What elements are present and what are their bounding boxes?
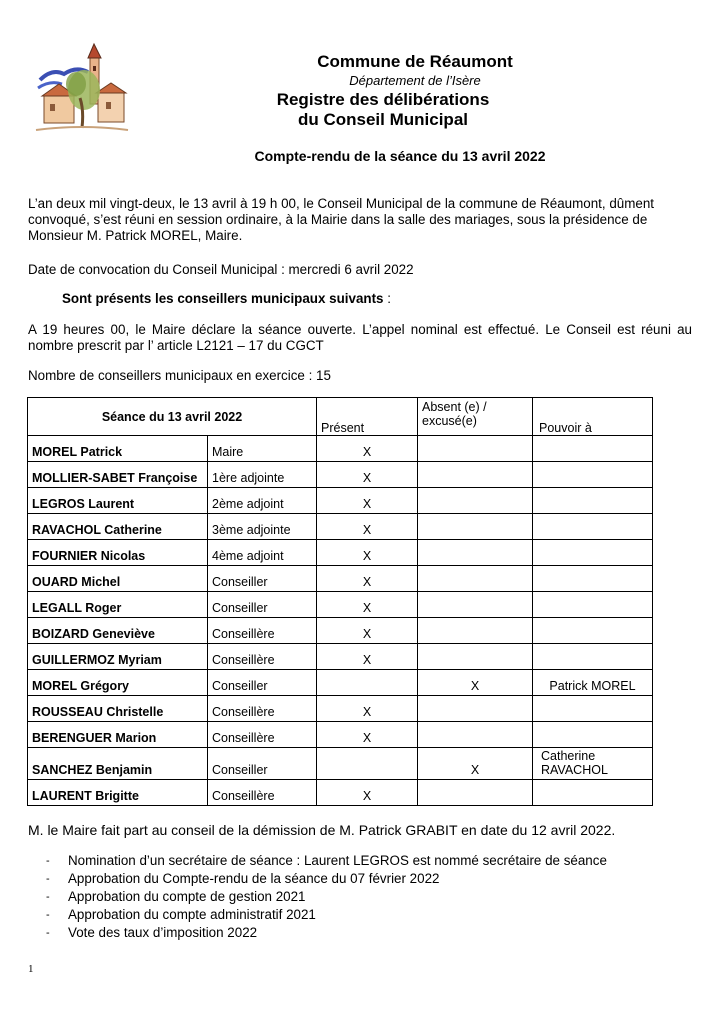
agenda-list [46, 853, 646, 941]
list-item [46, 853, 646, 869]
bullet-dash: - [46, 873, 50, 885]
present-mark: X [317, 592, 418, 618]
presents-heading-text: Sont présents les conseillers municipaux suivants [62, 291, 384, 306]
present-mark: X [317, 436, 418, 462]
member-role: 1ère adjointe [208, 462, 317, 488]
compte-rendu-title: Compte-rendu de la séance du 13 avril 2022 [254, 148, 546, 164]
pouvoir-cell [533, 488, 653, 514]
absent-mark [418, 540, 533, 566]
table-row [28, 566, 653, 592]
pouvoir-cell: Patrick MOREL [533, 670, 653, 696]
member-role: 4ème adjoint [208, 540, 317, 566]
header-absent: Absent (e) / excusé(e) [418, 398, 533, 436]
attendance-table [27, 397, 653, 806]
member-role: Conseillère [208, 618, 317, 644]
member-role: Maire [208, 436, 317, 462]
absent-mark [418, 514, 533, 540]
departement-subtitle: Département de l’Isère [349, 73, 481, 88]
member-name: MOREL Patrick [28, 436, 208, 462]
table-row [28, 436, 653, 462]
member-role: 2ème adjoint [208, 488, 317, 514]
table-row [28, 670, 653, 696]
absent-mark [418, 436, 533, 462]
list-item [46, 871, 646, 887]
pouvoir-cell: Catherine RAVACHOL [533, 748, 653, 780]
present-mark: X [317, 644, 418, 670]
member-name: FOURNIER Nicolas [28, 540, 208, 566]
absent-mark [418, 780, 533, 806]
present-mark: X [317, 780, 418, 806]
member-role: 3ème adjointe [208, 514, 317, 540]
pouvoir-cell [533, 780, 653, 806]
convocation-date: Date de convocation du Conseil Municipal : mercredi 6 avril 2022 [28, 262, 414, 277]
present-mark: X [317, 696, 418, 722]
table-row [28, 514, 653, 540]
absent-mark [418, 644, 533, 670]
nombre-conseillers: Nombre de conseillers municipaux en exercice : 15 [28, 368, 331, 383]
table-row [28, 722, 653, 748]
bullet-dash: - [46, 891, 50, 903]
pouvoir-cell [533, 722, 653, 748]
registre-title-line2: du Conseil Municipal [297, 110, 468, 129]
header-seance: Séance du 13 avril 2022 [28, 398, 317, 436]
intro-paragraph: L’an deux mil vingt-deux, le 13 avril à 19 h 00, le Conseil Municipal de la commune de Réaumont, dûment convoqué, s’est réuni en session ordinaire, à la Mairie dans la salle des mariages, sous la présidence de Monsieur M. Patrick MOREL, Maire. [28, 196, 654, 243]
demission-notice: M. le Maire fait part au conseil de la démission de M. Patrick GRABIT en date du 12 avril 2022. [28, 822, 616, 838]
absent-mark: X [418, 670, 533, 696]
attendance-header-row [28, 398, 653, 436]
member-role: Conseillère [208, 722, 317, 748]
table-row [28, 488, 653, 514]
agenda-item-text: Approbation du compte administratif 2021 [68, 907, 316, 922]
present-mark: X [317, 722, 418, 748]
member-name: MOREL Grégory [28, 670, 208, 696]
present-mark [317, 748, 418, 780]
absent-mark [418, 462, 533, 488]
presents-heading [62, 291, 391, 306]
header-present: Présent [317, 398, 418, 436]
absent-mark: X [418, 748, 533, 780]
table-row [28, 748, 653, 780]
table-row [28, 540, 653, 566]
table-row [28, 618, 653, 644]
member-role: Conseiller [208, 748, 317, 780]
ouverture-paragraph: A 19 heures 00, le Maire déclare la séance ouverte. L’appel nominal est effectué. Le Conseil est réuni au nombre prescrit par l’ article L2121 – 17 du CGCT [28, 322, 692, 353]
member-name: MOLLIER-SABET Françoise [28, 462, 208, 488]
pouvoir-cell [533, 696, 653, 722]
bullet-dash: - [46, 927, 50, 939]
member-name: LEGALL Roger [28, 592, 208, 618]
member-name: LEGROS Laurent [28, 488, 208, 514]
list-item [46, 889, 646, 905]
pouvoir-cell [533, 592, 653, 618]
agenda-item-text: Approbation du compte de gestion 2021 [68, 889, 306, 904]
present-mark: X [317, 514, 418, 540]
absent-mark [418, 696, 533, 722]
present-mark: X [317, 488, 418, 514]
list-item [46, 925, 646, 941]
agenda-item-text: Vote des taux d’imposition 2022 [68, 925, 258, 940]
commune-title: Commune de Réaumont [317, 52, 513, 71]
pouvoir-cell [533, 436, 653, 462]
member-name: BOIZARD Geneviève [28, 618, 208, 644]
pouvoir-cell [533, 566, 653, 592]
member-name: BERENGUER Marion [28, 722, 208, 748]
absent-mark [418, 592, 533, 618]
pouvoir-cell [533, 618, 653, 644]
member-role: Conseiller [208, 670, 317, 696]
member-name: OUARD Michel [28, 566, 208, 592]
present-mark: X [317, 618, 418, 644]
presents-heading-colon: : [383, 291, 391, 306]
pouvoir-cell [533, 514, 653, 540]
table-row [28, 644, 653, 670]
present-mark: X [317, 566, 418, 592]
absent-mark [418, 722, 533, 748]
table-row [28, 696, 653, 722]
table-row [28, 780, 653, 806]
list-item [46, 907, 646, 923]
absent-mark [418, 618, 533, 644]
table-row [28, 462, 653, 488]
page-number: 1 [28, 963, 34, 975]
member-name: SANCHEZ Benjamin [28, 748, 208, 780]
member-name: LAURENT Brigitte [28, 780, 208, 806]
absent-mark [418, 566, 533, 592]
registre-title-line1: Registre des délibérations [276, 90, 490, 109]
member-role: Conseillère [208, 780, 317, 806]
pouvoir-cell [533, 462, 653, 488]
bullet-dash: - [46, 909, 50, 921]
pouvoir-cell [533, 540, 653, 566]
header-pouvoir: Pouvoir à [533, 398, 653, 436]
present-mark: X [317, 540, 418, 566]
pouvoir-cell [533, 644, 653, 670]
absent-mark [418, 488, 533, 514]
member-role: Conseillère [208, 644, 317, 670]
present-mark: X [317, 462, 418, 488]
agenda-item-text: Approbation du Compte-rendu de la séance du 07 février 2022 [68, 871, 440, 886]
village-logo [32, 40, 132, 135]
member-name: RAVACHOL Catherine [28, 514, 208, 540]
member-name: GUILLERMOZ Myriam [28, 644, 208, 670]
table-row [28, 592, 653, 618]
bullet-dash: - [46, 855, 50, 867]
agenda-item-text: Nomination d’un secrétaire de séance : Laurent LEGROS est nommé secrétaire de séance [68, 853, 607, 868]
present-mark [317, 670, 418, 696]
member-role: Conseiller [208, 566, 317, 592]
member-name: ROUSSEAU Christelle [28, 696, 208, 722]
member-role: Conseiller [208, 592, 317, 618]
member-role: Conseillère [208, 696, 317, 722]
